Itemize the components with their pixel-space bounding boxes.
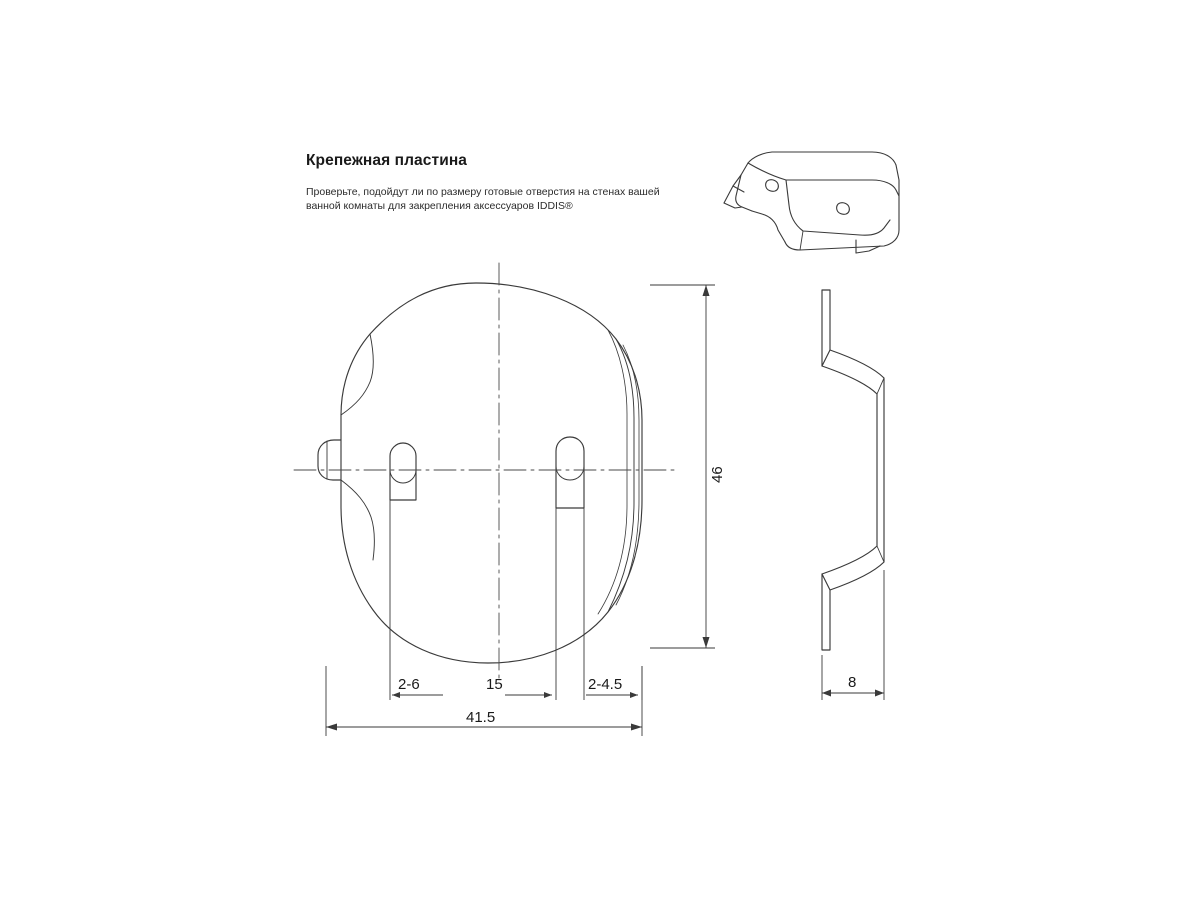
dimension-lines-front xyxy=(326,285,715,736)
front-view xyxy=(294,263,676,680)
side-view xyxy=(822,290,884,650)
dimension-spacing-15: 15 xyxy=(486,676,503,693)
dimension-hole-2-4-5: 2-4.5 xyxy=(588,676,623,693)
dimension-hole-2-6: 2-6 xyxy=(398,676,420,693)
isometric-view xyxy=(724,152,899,253)
dimension-thickness-8: 8 xyxy=(848,674,857,691)
page-description: Проверьте, подойдут ли по размеру готовые отверстия на стенах вашей ванной комнаты для закрепления аксессуаров IDDIS® xyxy=(306,186,660,212)
dimension-height-46: 46 xyxy=(709,466,726,483)
dimension-width-41-5: 41.5 xyxy=(466,709,496,726)
page-title: Крепежная пластина xyxy=(306,152,468,169)
